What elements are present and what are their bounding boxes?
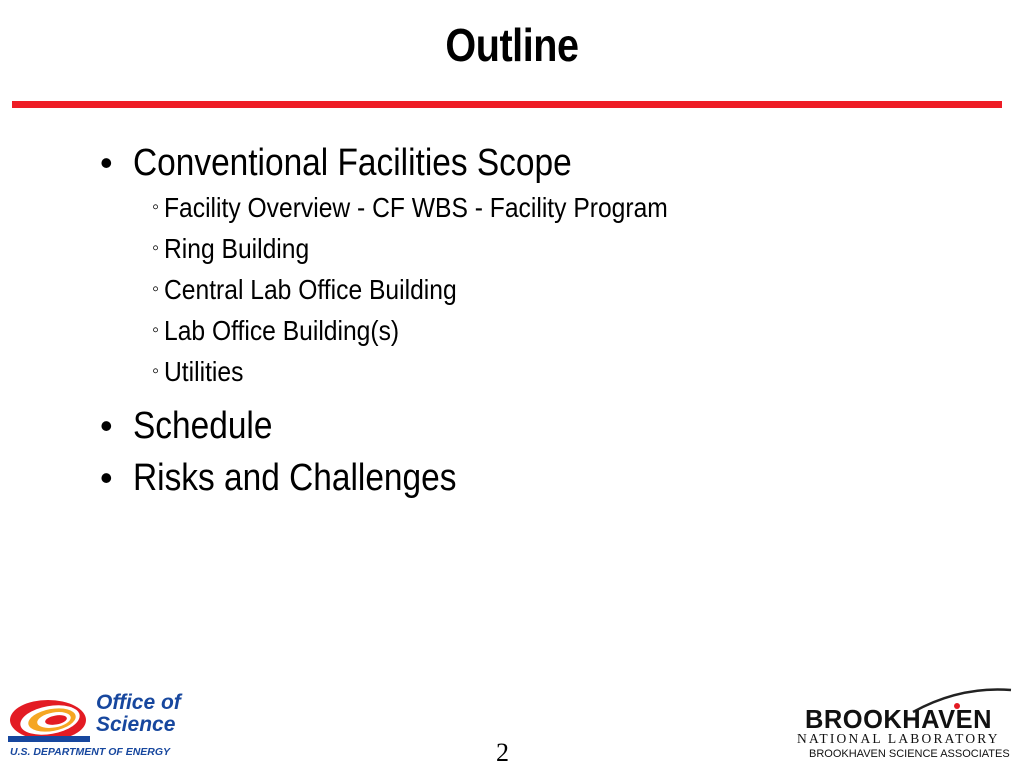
sub-bullet-icon: ◦ xyxy=(152,237,160,259)
outline-subitem-label: Utilities xyxy=(164,356,244,387)
outline-item-risks xyxy=(100,453,980,505)
bullet-icon: • xyxy=(100,142,113,183)
brookhaven-logo xyxy=(795,684,1017,764)
doe-logo-text xyxy=(96,692,181,736)
doe-logo-line2: Science xyxy=(96,713,176,736)
outline-item-conventional-facilities xyxy=(100,138,980,190)
outline-item-schedule xyxy=(100,401,980,453)
outline-subitem-label: Central Lab Office Building xyxy=(164,274,457,305)
doe-swirl-icon xyxy=(8,696,90,742)
bnl-associates: BROOKHAVEN SCIENCE ASSOCIATES xyxy=(809,748,1010,760)
sub-bullet-icon: ◦ xyxy=(152,360,160,382)
outline-subitem xyxy=(100,354,980,395)
outline-subitem xyxy=(100,272,980,313)
outline-list xyxy=(100,138,980,505)
title-divider xyxy=(12,101,1002,108)
doe-office-of-science-logo xyxy=(8,692,223,762)
outline-item-label: Risks and Challenges xyxy=(133,457,457,499)
sub-bullet-icon: ◦ xyxy=(152,196,160,218)
bullet-icon: • xyxy=(100,457,113,498)
outline-subitem-label: Lab Office Building(s) xyxy=(164,315,400,346)
sub-bullet-icon: ◦ xyxy=(152,278,160,300)
outline-sublist xyxy=(100,190,980,395)
outline-subitem xyxy=(100,190,980,231)
bullet-icon: • xyxy=(100,405,113,446)
outline-subitem-label: Facility Overview - CF WBS - Facility Program xyxy=(164,192,668,223)
outline-subitem-label: Ring Building xyxy=(164,233,310,264)
bnl-subtitle: NATIONAL LABORATORY xyxy=(797,731,1000,746)
page-number: 2 xyxy=(496,738,509,767)
doe-logo-line1: Office of xyxy=(96,691,181,714)
outline-subitem xyxy=(100,313,980,354)
slide-title: Outline xyxy=(445,19,579,71)
outline-item-label: Conventional Facilities Scope xyxy=(133,142,572,184)
outline-item-label: Schedule xyxy=(133,405,273,447)
outline-subitem xyxy=(100,231,980,272)
doe-department-text: U.S. DEPARTMENT OF ENERGY xyxy=(10,746,171,758)
sub-bullet-icon: ◦ xyxy=(152,319,160,341)
bnl-name: BROOKHAVEN xyxy=(805,704,993,734)
